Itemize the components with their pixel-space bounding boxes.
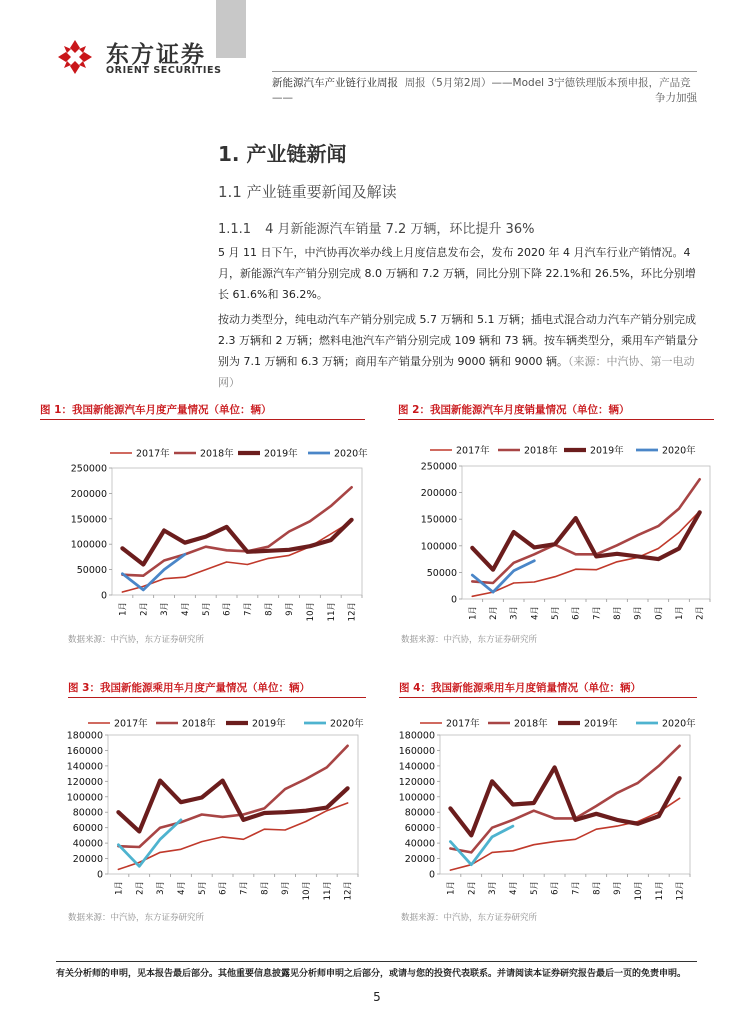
fig4-xtick-label: 1月 <box>446 881 457 895</box>
fig1-legend-label: 2017年 <box>136 448 170 460</box>
fig2-data-point <box>658 559 659 560</box>
report-type: 新能源汽车产业链行业周报 <box>272 77 398 89</box>
fig2-data-point <box>616 545 617 546</box>
report-title-dash: —— <box>272 92 293 104</box>
fig4-data-point <box>575 819 576 820</box>
fig2-ytick-label: 200000 <box>420 488 457 500</box>
fig2-xtick-label: 4月 <box>530 606 541 620</box>
fig2-data-point <box>534 554 535 555</box>
fig4-data-point <box>512 826 513 827</box>
fig3-xtick-label: 11月 <box>322 881 333 901</box>
fig2-ytick-label: 0 <box>450 594 457 606</box>
news-heading-text: 4 月新能源汽车销量 7.2 万辆，环比提升 36% <box>265 222 535 237</box>
fig4-data-point <box>450 870 451 871</box>
fig4-chart <box>388 703 698 907</box>
fig1-xtick-label: 4月 <box>180 602 191 616</box>
page-number: 5 <box>373 990 381 1004</box>
fig1-xtick-label: 2月 <box>139 602 150 616</box>
fig4-data-point <box>471 852 472 853</box>
fig1-chart <box>40 426 370 628</box>
fig1-rule <box>40 419 365 420</box>
fig3-chart <box>56 703 370 907</box>
fig3-data-point <box>180 849 181 850</box>
fig3-data-point <box>222 836 223 837</box>
fig1-data-point <box>205 546 206 547</box>
fig1-source: 数据来源：中汽协，东方证券研究所 <box>68 635 205 645</box>
fig1-data-point <box>226 561 227 562</box>
fig2-data-point <box>699 512 700 513</box>
fig4-data-point <box>533 810 534 811</box>
fig2-data-point <box>658 526 659 527</box>
fig4-xtick-label: 8月 <box>592 881 603 895</box>
fig4-data-point <box>596 829 597 830</box>
fig1-legend-label: 2018年 <box>200 448 234 460</box>
fig3-data-point <box>326 767 327 768</box>
paragraph-1: 5 月 11 日下午，中汽协再次举办线上月度信息发布会，发布 2020 年 4 月汽车行业产销情况。4 月，新能源汽车产销分别完成 8.0 万辆和 7.2 万辆，同比分别下降 22.1%和 26.5%，环比分别增长 61.6%和 36.2%。 <box>218 246 696 301</box>
fig4-data-point <box>596 805 597 806</box>
fig3-data-point <box>285 829 286 830</box>
fig1-data-point <box>143 586 144 587</box>
fig4-data-point <box>512 850 513 851</box>
fig4-ytick-label: 80000 <box>404 807 435 819</box>
fig2-legend-label: 2019年 <box>590 445 624 457</box>
fig3-series-3 <box>118 819 182 867</box>
logo-chinese-name: 东方证券 <box>106 42 206 68</box>
fig4-legend-label: 2020年 <box>662 718 696 730</box>
fig2-rule <box>398 419 714 420</box>
paragraph-2-source: （来源：中汽协、第一电动网） <box>218 355 695 389</box>
fig1-xtick-label: 7月 <box>243 602 254 616</box>
fig3-ytick-label: 0 <box>96 869 103 881</box>
subsection-heading: 1.1 产业链重要新闻及解读 <box>218 183 397 201</box>
fig2-data-point <box>513 531 514 532</box>
fig1-data-point <box>184 542 185 543</box>
fig1-data-point <box>143 589 144 590</box>
fig1-xtick-label: 5月 <box>201 602 212 616</box>
fig2-ytick-label: 150000 <box>420 514 457 526</box>
fig2-xtick-label: 7月 <box>592 606 603 620</box>
fig1-xtick-label: 11月 <box>326 602 337 622</box>
fig1-data-point <box>143 575 144 576</box>
fig1-ytick-label: 200000 <box>70 488 107 500</box>
fig1-xtick-label: 8月 <box>264 602 275 616</box>
orient-securities-logo <box>56 34 236 86</box>
fig2-xtick-label: 3月 <box>509 606 520 620</box>
fig3-xtick-label: 3月 <box>156 881 167 895</box>
fig4-data-point <box>492 836 493 837</box>
fig2-ytick-label: 50000 <box>426 567 457 579</box>
paragraph-2-text: 按动力类型分，纯电动汽车产销分别完成 5.7 万辆和 5.1 万辆；插电式混合动力汽车产销分别完成 2.3 万辆和 2 万辆；燃料电池汽车产销分别完成 109 辆和 73 辆。按车辆类型分，乘用车产销量分别为 7.1 万辆和 6.3 万辆；商用车产销量分别为 9000 辆和 9000 辆。 <box>218 313 698 368</box>
fig4-data-point <box>471 835 472 836</box>
fig4-ytick-label: 40000 <box>404 838 435 850</box>
fig3-data-point <box>201 797 202 798</box>
fig1-data-point <box>309 546 310 547</box>
fig3-ytick-label: 160000 <box>66 745 103 757</box>
fig3-xtick-label: 10月 <box>301 881 312 901</box>
fig3-data-point <box>243 839 244 840</box>
footer-disclaimer: 有关分析师的申明，见本报告最后部分。其他重要信息披露见分析师申明之后部分，或请与您的投资代表联系。并请阅读本证券研究报告最后一页的免责申明。 <box>56 969 687 979</box>
fig3-data-point <box>139 866 140 867</box>
fig1-data-point <box>164 569 165 570</box>
fig4-data-point <box>554 767 555 768</box>
fig4-data-point <box>492 827 493 828</box>
fig4-data-point <box>512 804 513 805</box>
fig4-data-point <box>596 813 597 814</box>
fig3-ytick-label: 60000 <box>72 823 103 835</box>
fig1-data-point <box>268 546 269 547</box>
fig1-title: 图 1：我国新能源汽车月度产量情况（单位：辆） <box>40 404 272 416</box>
fig3-ytick-label: 180000 <box>66 730 103 742</box>
fig3-data-point <box>347 802 348 803</box>
fig3-xtick-label: 12月 <box>343 881 354 901</box>
fig1-series-3 <box>122 554 186 591</box>
fig2-data-point <box>492 569 493 570</box>
fig2-data-point <box>596 569 597 570</box>
fig2-xtick-label: 1月 <box>468 606 479 620</box>
fig2-data-point <box>637 535 638 536</box>
fig1-ytick-label: 100000 <box>70 539 107 551</box>
fig2-data-point <box>472 596 473 597</box>
fig3-ytick-label: 120000 <box>66 776 103 788</box>
section-heading: 1. 产业链新闻 <box>218 142 347 166</box>
fig3-data-point <box>326 807 327 808</box>
fig4-data-point <box>679 798 680 799</box>
report-title: 周报（5月第2周）——Model 3宁德铁理版本预申报，产品竞 <box>404 77 691 89</box>
fig2-title: 图 2：我国新能源汽车月度销量情况（单位：辆） <box>398 404 630 416</box>
fig1-xtick-label: 3月 <box>160 602 171 616</box>
fig4-xtick-label: 2月 <box>467 881 478 895</box>
fig2-data-point <box>678 532 679 533</box>
fig1-data-point <box>143 564 144 565</box>
fig1-ytick-label: 250000 <box>70 463 107 475</box>
fig4-data-point <box>679 745 680 746</box>
fig3-xtick-label: 4月 <box>176 881 187 895</box>
fig3-series-line <box>118 820 180 866</box>
fig4-data-point <box>450 808 451 809</box>
fig1-data-point <box>268 550 269 551</box>
fig2-data-point <box>513 582 514 583</box>
fig4-xtick-label: 6月 <box>550 881 561 895</box>
fig2-data-point <box>678 548 679 549</box>
fig4-data-point <box>617 792 618 793</box>
fig4-data-point <box>533 802 534 803</box>
fig2-source: 数据来源：中汽协，东方证券研究所 <box>401 635 538 645</box>
fig4-rule <box>399 697 697 698</box>
fig2-series-line <box>472 479 699 583</box>
fig2-data-point <box>575 518 576 519</box>
fig2-xtick-label: 9月 <box>633 606 644 620</box>
fig1-xtick-label: 12月 <box>347 602 358 622</box>
fig2-series-1 <box>472 479 701 584</box>
fig3-ytick-label: 80000 <box>72 807 103 819</box>
fig1-data-point <box>289 555 290 556</box>
fig3-data-point <box>160 839 161 840</box>
fig3-data-point <box>180 802 181 803</box>
fig3-xtick-label: 7月 <box>239 881 250 895</box>
fig4-xtick-label: 10月 <box>633 881 644 901</box>
fig2-data-point <box>699 479 700 480</box>
fig2-data-point <box>534 547 535 548</box>
fig3-data-point <box>305 810 306 811</box>
fig2-data-point <box>492 582 493 583</box>
fig1-xtick-label: 1月 <box>118 602 129 616</box>
fig2-data-point <box>492 592 493 593</box>
fig2-data-point <box>513 570 514 571</box>
fig3-series-2 <box>118 780 348 832</box>
fig1-data-point <box>289 549 290 550</box>
fig4-data-point <box>658 765 659 766</box>
fig3-xtick-label: 8月 <box>260 881 271 895</box>
fig4-data-point <box>450 848 451 849</box>
fig1-legend-label: 2019年 <box>264 448 298 460</box>
fig4-data-point <box>512 819 513 820</box>
fig4-source: 数据来源：中汽协，东方证券研究所 <box>401 913 538 923</box>
fig3-data-point <box>347 745 348 746</box>
fig1-xtick-label: 6月 <box>222 602 233 616</box>
fig1-data-point <box>184 554 185 555</box>
fig2-xtick-label: 2月 <box>695 606 706 620</box>
fig4-legend-label: 2019年 <box>584 718 618 730</box>
fig4-xtick-label: 4月 <box>508 881 519 895</box>
fig2-xtick-label: 1月 <box>675 606 685 620</box>
header-rule <box>272 71 697 72</box>
fig1-data-point <box>289 531 290 532</box>
fig3-rule <box>68 697 366 698</box>
fig3-source: 数据来源：中汽协，东方证券研究所 <box>68 913 205 923</box>
fig4-legend-label: 2018年 <box>514 718 548 730</box>
fig3-xtick-label: 2月 <box>135 881 146 895</box>
fig4-xtick-label: 9月 <box>613 881 624 895</box>
fig1-data-point <box>309 521 310 522</box>
fig2-data-point <box>575 554 576 555</box>
fig3-legend-label: 2017年 <box>114 718 148 730</box>
fig2-data-point <box>658 548 659 549</box>
fig1-data-point <box>351 519 352 520</box>
fig3-data-point <box>285 789 286 790</box>
fig3-ytick-label: 140000 <box>66 761 103 773</box>
fig3-data-point <box>118 869 119 870</box>
report-title-continued: 争力加强 <box>655 92 697 104</box>
fig3-xtick-label: 1月 <box>114 881 125 895</box>
fig1-data-point <box>122 591 123 592</box>
fig3-data-point <box>285 812 286 813</box>
fig1-data-point <box>164 560 165 561</box>
fig3-data-point <box>139 862 140 863</box>
fig2-data-point <box>554 576 555 577</box>
fig4-ytick-label: 20000 <box>404 854 435 866</box>
fig2-data-point <box>596 556 597 557</box>
fig1-ytick-label: 50000 <box>76 565 107 577</box>
fig4-data-point <box>658 816 659 817</box>
fig1-data-point <box>247 551 248 552</box>
fig2-data-point <box>534 581 535 582</box>
fig4-data-point <box>533 844 534 845</box>
fig3-data-point <box>326 810 327 811</box>
fig3-data-point <box>264 829 265 830</box>
paragraph-2 <box>218 309 700 393</box>
fig3-title: 图 3：我国新能源乘用车月度产量情况（单位：辆） <box>68 682 310 694</box>
fig2-legend-label: 2020年 <box>662 445 696 457</box>
fig4-legend-label: 2017年 <box>446 718 480 730</box>
fig1-data-point <box>330 506 331 507</box>
fig2-data-point <box>616 561 617 562</box>
fig4-ytick-label: 140000 <box>398 761 435 773</box>
fig3-series-line <box>118 781 347 832</box>
fig2-data-point <box>472 547 473 548</box>
fig3-ytick-label: 100000 <box>66 792 103 804</box>
fig2-xtick-label: 2月 <box>489 606 499 620</box>
fig2-data-point <box>678 508 679 509</box>
fig4-data-point <box>637 782 638 783</box>
fig1-data-point <box>226 526 227 527</box>
fig1-data-point <box>330 540 331 541</box>
fig3-data-point <box>201 814 202 815</box>
fig4-data-point <box>679 778 680 779</box>
fig1-data-point <box>247 564 248 565</box>
fig1-data-point <box>205 569 206 570</box>
fig4-data-point <box>617 819 618 820</box>
fig4-xtick-label: 7月 <box>571 881 582 895</box>
fig4-series-line <box>450 798 679 870</box>
fig2-data-point <box>513 562 514 563</box>
fig2-ytick-label: 100000 <box>420 541 457 553</box>
fig4-data-point <box>554 818 555 819</box>
fig2-data-point <box>534 560 535 561</box>
news-heading-number: 1.1.1 <box>218 222 252 237</box>
fig1-data-point <box>122 548 123 549</box>
fig3-xtick-label: 6月 <box>218 881 229 895</box>
fig4-ytick-label: 180000 <box>398 730 435 742</box>
fig4-ytick-label: 100000 <box>398 792 435 804</box>
fig2-data-point <box>616 553 617 554</box>
fig3-data-point <box>264 808 265 809</box>
fig3-ytick-label: 20000 <box>72 854 103 866</box>
fig4-data-point <box>450 841 451 842</box>
footer-rule <box>56 961 697 962</box>
fig4-plot-frame <box>440 735 690 874</box>
fig2-chart <box>398 426 718 628</box>
fig2-data-point <box>472 575 473 576</box>
fig1-data-point <box>351 487 352 488</box>
fig2-data-point <box>472 581 473 582</box>
fig4-ytick-label: 120000 <box>398 776 435 788</box>
fig3-ytick-label: 40000 <box>72 838 103 850</box>
fig1-data-point <box>184 577 185 578</box>
fig2-data-point <box>575 569 576 570</box>
fig3-data-point <box>222 780 223 781</box>
fig4-ytick-label: 160000 <box>398 745 435 757</box>
fig3-data-point <box>160 852 161 853</box>
fig2-xtick-label: 0月 <box>654 606 665 620</box>
fig1-data-point <box>268 558 269 559</box>
fig3-legend-label: 2019年 <box>252 718 286 730</box>
fig1-series-2 <box>122 519 352 565</box>
fig3-data-point <box>222 816 223 817</box>
fig2-xtick-label: 5月 <box>551 606 561 620</box>
fig3-data-point <box>305 778 306 779</box>
fig3-data-point <box>160 827 161 828</box>
fig4-ytick-label: 0 <box>428 869 435 881</box>
fig1-data-point <box>122 573 123 574</box>
fig1-series-line <box>122 521 351 592</box>
fig2-data-point <box>637 556 638 557</box>
fig3-data-point <box>305 821 306 822</box>
orient-logo-icon <box>56 38 94 76</box>
fig4-title: 图 4：我国新能源乘用车月度销量情况（单位：辆） <box>399 682 641 694</box>
fig4-data-point <box>637 823 638 824</box>
fig3-data-point <box>139 831 140 832</box>
fig3-data-point <box>201 841 202 842</box>
fig3-data-point <box>264 812 265 813</box>
fig1-plot-frame <box>112 468 362 595</box>
fig1-series-line <box>122 487 351 575</box>
fig2-xtick-label: 6月 <box>571 606 582 620</box>
fig1-series-0 <box>122 521 352 593</box>
fig3-xtick-label: 9月 <box>281 881 292 895</box>
fig3-data-point <box>118 812 119 813</box>
fig3-data-point <box>347 788 348 789</box>
fig2-ytick-label: 250000 <box>420 461 457 473</box>
fig3-legend-label: 2018年 <box>182 718 216 730</box>
fig1-data-point <box>205 536 206 537</box>
fig4-data-point <box>617 826 618 827</box>
fig4-data-point <box>492 781 493 782</box>
fig1-ytick-label: 150000 <box>70 514 107 526</box>
fig1-ytick-label: 0 <box>100 590 107 602</box>
fig1-xtick-label: 10月 <box>305 602 316 622</box>
fig4-data-point <box>492 852 493 853</box>
fig3-data-point <box>160 780 161 781</box>
fig1-data-point <box>330 533 331 534</box>
fig2-plot-frame <box>462 466 710 599</box>
fig1-data-point <box>226 550 227 551</box>
logo-english-name: ORIENT SECURITIES <box>106 65 222 76</box>
fig4-series-0 <box>450 798 680 871</box>
fig2-data-point <box>554 544 555 545</box>
fig3-data-point <box>118 844 119 845</box>
fig2-legend-label: 2017年 <box>456 445 490 457</box>
fig3-xtick-label: 5月 <box>197 881 208 895</box>
fig1-xtick-label: 9月 <box>285 602 296 616</box>
fig4-xtick-label: 5月 <box>529 881 540 895</box>
fig1-series-line <box>122 554 184 590</box>
fig4-ytick-label: 60000 <box>404 823 435 835</box>
fig3-data-point <box>139 846 140 847</box>
fig4-data-point <box>471 864 472 865</box>
report-header <box>272 76 697 106</box>
news-heading <box>218 218 534 237</box>
fig4-data-point <box>575 839 576 840</box>
fig4-xtick-label: 3月 <box>488 881 499 895</box>
fig1-data-point <box>164 530 165 531</box>
fig2-legend-label: 2018年 <box>524 445 558 457</box>
fig3-data-point <box>243 819 244 820</box>
fig3-data-point <box>180 819 181 820</box>
fig1-legend-label: 2020年 <box>334 448 368 460</box>
fig4-xtick-label: 11月 <box>654 881 665 901</box>
fig2-xtick-label: 8月 <box>613 606 623 620</box>
fig1-data-point <box>164 578 165 579</box>
fig4-xtick-label: 12月 <box>675 881 686 901</box>
fig1-series-line <box>122 520 351 565</box>
fig3-legend-label: 2020年 <box>330 718 364 730</box>
fig4-data-point <box>554 841 555 842</box>
